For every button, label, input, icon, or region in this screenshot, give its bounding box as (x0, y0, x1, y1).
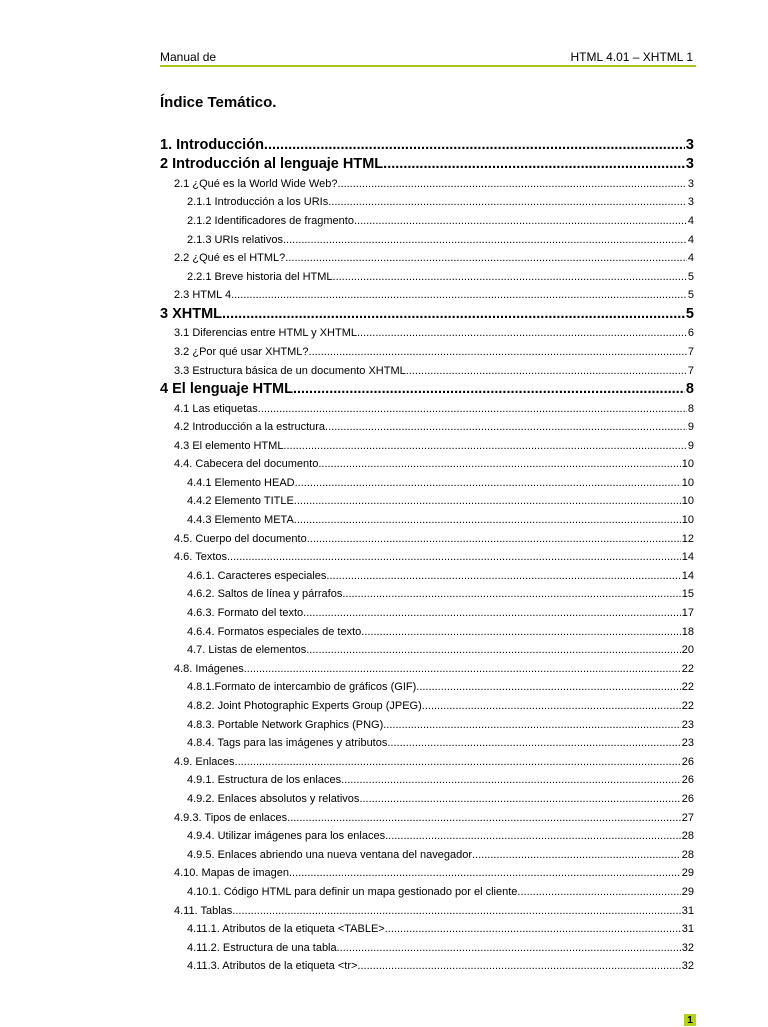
toc-leader-dots (289, 864, 681, 883)
toc-entry-label: 2.3 HTML 4 (174, 289, 232, 302)
toc-leader-dots (385, 827, 681, 846)
toc-entry-page: 9 (687, 439, 694, 452)
toc-entry-page: 22 (681, 700, 694, 712)
header-right-text: HTML 4.01 – XHTML 1 (570, 50, 693, 64)
toc-entry-page: 8 (685, 381, 694, 398)
toc-entry-page: 10 (681, 495, 694, 508)
toc-leader-dots (293, 380, 685, 399)
toc-entry-label: 4.9. Enlaces (174, 755, 235, 768)
toc-entry-page: 6 (687, 327, 694, 340)
toc-entry[interactable] (160, 530, 694, 549)
toc-leader-dots (357, 324, 687, 343)
toc-entry-label: 4.6.3. Formato del texto (187, 607, 304, 620)
toc-leader-dots (383, 716, 681, 735)
toc-entry-page: 10 (681, 476, 694, 489)
toc-entry-label: 3.2 ¿Por qué usar XHTML? (174, 345, 309, 358)
toc-entry-page: 32 (681, 960, 694, 973)
toc-entry-label: 4.9.4. Utilizar imágenes para los enlaces (187, 830, 386, 843)
toc-entry[interactable] (160, 268, 694, 287)
toc-entry-label: 4.8. Imágenes (174, 662, 244, 675)
toc-entry-label: 4.10. Mapas de imagen (174, 867, 289, 880)
toc-entry-page: 12 (681, 532, 694, 545)
toc-entry[interactable] (160, 193, 694, 212)
toc-entry-page: 26 (681, 755, 694, 768)
toc-entry-label: 4 El lenguaje HTML (160, 381, 293, 398)
toc-entry[interactable] (160, 809, 694, 828)
toc-entry-page: 26 (681, 774, 694, 787)
header-left-text: Manual de (160, 50, 217, 64)
toc-entry-page: 23 (681, 718, 694, 731)
toc-leader-dots (297, 492, 681, 511)
toc-leader-dots (357, 957, 680, 976)
toc-leader-dots (328, 193, 687, 212)
toc-entry-page: 22 (681, 662, 694, 675)
page-header (160, 50, 693, 65)
toc-entry[interactable] (160, 437, 694, 456)
toc-entry[interactable] (160, 305, 694, 324)
toc-entry-page: 23 (681, 737, 694, 750)
toc-entry-label: 2.1.2 Identificadores de fragmento (187, 214, 354, 227)
toc-entry[interactable] (160, 175, 694, 194)
toc-entry-page: 28 (681, 848, 694, 861)
toc-entry-page: 17 (681, 607, 694, 620)
toc-leader-dots (285, 249, 687, 268)
toc-entry-label: 4.9.3. Tipos de enlaces (174, 811, 288, 824)
toc-entry-page: 26 (681, 792, 694, 805)
toc-entry-page: 5 (687, 270, 694, 283)
header-divider (160, 65, 696, 67)
toc-entry[interactable] (160, 753, 694, 772)
toc-entry-label: 1. Introducción (160, 137, 264, 153)
toc-leader-dots (294, 511, 681, 530)
toc-entry[interactable] (160, 286, 694, 305)
toc-entry[interactable] (160, 492, 694, 511)
toc-entry-page: 20 (681, 644, 694, 657)
toc-leader-dots (517, 883, 680, 902)
toc-entry-page: 29 (681, 867, 694, 880)
toc-entry[interactable] (160, 716, 694, 735)
toc-leader-dots (295, 474, 681, 493)
toc-entry-page: 22 (681, 681, 694, 694)
toc-entry-page: 5 (687, 289, 694, 302)
toc-entry[interactable] (160, 883, 694, 902)
toc-entry-label: 4.11. Tablas (174, 904, 233, 917)
toc-leader-dots (232, 902, 680, 921)
toc-entry-page: 9 (687, 421, 694, 434)
toc-entry[interactable] (160, 343, 694, 362)
toc-entry-page: 3 (687, 177, 694, 190)
toc-entry[interactable] (160, 231, 694, 250)
toc-leader-dots (287, 437, 687, 456)
toc-entry-label: 4.1 Las etiquetas. (174, 402, 261, 415)
toc-entry-label: 4.11.1. Atributos de la etiqueta <TABLE> (187, 923, 385, 936)
toc-entry[interactable] (160, 380, 694, 399)
toc-entry[interactable] (160, 155, 694, 174)
toc-entry-page: 15 (681, 588, 694, 601)
toc-entry-label: 4.8.1.Formato de intercambio de gráficos (GIF) (187, 681, 417, 694)
toc-entry-label: 3 XHTML (160, 305, 223, 322)
toc-leader-dots (354, 212, 687, 231)
toc-entry-page: 18 (681, 625, 694, 638)
toc-leader-dots (409, 362, 687, 381)
toc-entry-page: 7 (687, 345, 694, 358)
toc-leader-dots (244, 660, 681, 679)
page-number: 1 (684, 1014, 696, 1026)
toc-entry-page: 3 (685, 137, 694, 153)
toc-leader-dots (306, 641, 681, 660)
toc-entry[interactable] (160, 827, 694, 846)
toc-leader-dots (227, 548, 681, 567)
toc-entry-page: 3 (687, 196, 694, 209)
table-of-contents (160, 136, 694, 976)
toc-entry-label: 4.11.2. Estructura de una tabla (187, 941, 337, 954)
toc-entry-label: 2.1.3 URIs relativos (187, 233, 283, 246)
toc-leader-dots (385, 920, 681, 939)
toc-entry-label: 4.8.3. Portable Network Graphics (PNG) (187, 718, 384, 731)
toc-leader-dots (283, 231, 687, 250)
toc-entry[interactable] (160, 548, 694, 567)
toc-leader-dots (333, 268, 687, 287)
toc-entry-label: 2.2 ¿Qué es el HTML? (174, 252, 286, 265)
toc-entry-page: 14 (681, 569, 694, 582)
toc-entry[interactable] (160, 585, 694, 604)
toc-entry[interactable] (160, 455, 694, 474)
toc-leader-dots (231, 286, 687, 305)
toc-leader-dots (383, 155, 685, 174)
toc-entry-page: 27 (681, 811, 694, 824)
toc-entry-label: 4.4. Cabecera del documento (174, 458, 319, 471)
toc-entry[interactable] (160, 604, 694, 623)
toc-entry-page: 7 (687, 364, 694, 377)
toc-entry[interactable] (160, 362, 694, 381)
toc-leader-dots (422, 697, 681, 716)
toc-entry-page: 3 (685, 156, 694, 173)
toc-entry-label: 4.9.5. Enlaces abriendo una nueva ventana del navegador (187, 848, 472, 861)
toc-entry[interactable] (160, 734, 694, 753)
toc-entry-label: 2 Introducción al lenguaje HTML (160, 156, 384, 173)
toc-entry-page: 5 (685, 305, 694, 322)
toc-entry[interactable] (160, 567, 694, 586)
toc-entry[interactable] (160, 697, 694, 716)
toc-entry[interactable] (160, 957, 694, 976)
toc-leader-dots (287, 809, 681, 828)
toc-entry-label: 2.1.1 Introducción a los URIs (187, 196, 329, 209)
toc-leader-dots (337, 175, 686, 194)
toc-entry-label: 4.4.1 Elemento HEAD (187, 476, 295, 489)
toc-leader-dots (342, 585, 680, 604)
toc-entry[interactable] (160, 136, 694, 155)
toc-entry-label: 4.7. Listas de elementos (187, 644, 307, 657)
toc-entry-label: 4.5. Cuerpo del documento (174, 532, 307, 545)
toc-entry[interactable] (160, 902, 694, 921)
toc-entry[interactable] (160, 660, 694, 679)
toc-entry-label: 4.4.2 Elemento TITLE. (187, 495, 297, 508)
toc-entry[interactable] (160, 623, 694, 642)
toc-entry[interactable] (160, 212, 694, 231)
toc-entry-label: 3.3 Estructura básica de un documento XHTML. (174, 364, 409, 377)
toc-entry[interactable] (160, 474, 694, 493)
toc-leader-dots (387, 734, 680, 753)
toc-entry-page: 10 (681, 458, 694, 471)
toc-entry-label: 4.6. Textos (174, 551, 227, 564)
toc-entry-label: 3.1 Diferencias entre HTML y XHTML (174, 327, 357, 340)
toc-entry-label: 4.9.2. Enlaces absolutos y relativos (187, 792, 360, 805)
toc-leader-dots (359, 790, 680, 809)
toc-entry-label: 4.6.2. Saltos de línea y párrafos (187, 588, 343, 601)
toc-entry-label: 4.6.1. Caracteres especiales (187, 569, 327, 582)
toc-entry[interactable] (160, 790, 694, 809)
toc-entry-label: 4.4.3 Elemento META (187, 514, 294, 527)
toc-entry-page: 4 (687, 252, 694, 265)
toc-entry[interactable] (160, 418, 694, 437)
toc-entry-page: 4 (687, 214, 694, 227)
toc-leader-dots (318, 455, 680, 474)
toc-entry[interactable] (160, 920, 694, 939)
toc-leader-dots (337, 939, 681, 958)
toc-entry-page: 32 (681, 941, 694, 954)
toc-entry[interactable] (160, 864, 694, 883)
toc-leader-dots (328, 418, 687, 437)
toc-entry[interactable] (160, 324, 694, 343)
toc-leader-dots (309, 343, 687, 362)
toc-entry-label: 4.6.4. Formatos especiales de texto (187, 625, 362, 638)
toc-entry-label: 4.10.1. Código HTML para definir un mapa gestionado por el cliente (187, 885, 518, 898)
toc-leader-dots (326, 567, 680, 586)
toc-entry[interactable] (160, 400, 694, 419)
toc-leader-dots (222, 305, 685, 324)
toc-entry-page: 31 (681, 923, 694, 936)
toc-entry-page: 14 (681, 551, 694, 564)
toc-entry[interactable] (160, 641, 694, 660)
toc-entry-label: 4.3 El elemento HTML. (174, 439, 287, 452)
toc-leader-dots (264, 136, 685, 155)
toc-entry-label: 4.9.1. Estructura de los enlaces (187, 774, 342, 787)
toc-entry-page: 31 (681, 904, 694, 917)
toc-leader-dots (416, 678, 680, 697)
toc-entry[interactable] (160, 846, 694, 865)
toc-entry-label: 2.2.1 Breve historia del HTML (187, 270, 333, 283)
toc-entry-label: 2.1 ¿Qué es la World Wide Web? (174, 177, 338, 190)
toc-leader-dots (307, 530, 681, 549)
toc-entry[interactable] (160, 771, 694, 790)
toc-entry[interactable] (160, 511, 694, 530)
toc-leader-dots (472, 846, 681, 865)
toc-entry[interactable] (160, 939, 694, 958)
toc-leader-dots (235, 753, 681, 772)
toc-entry-label: 4.11.3. Atributos de la etiqueta <tr> (187, 960, 358, 973)
toc-entry-label: 4.8.2. Joint Photographic Experts Group (JPEG) (187, 700, 422, 712)
toc-entry-page: 28 (681, 830, 694, 843)
toc-entry-label: 4.8.4. Tags para las imágenes y atributos (187, 737, 388, 750)
toc-entry[interactable] (160, 678, 694, 697)
toc-title: Índice Temático. (160, 94, 277, 111)
toc-entry-page: 4 (687, 233, 694, 246)
toc-leader-dots (303, 604, 681, 623)
toc-entry-page: 8 (687, 402, 694, 415)
toc-leader-dots (261, 400, 687, 419)
toc-entry-label: 4.2 Introducción a la estructura. (174, 421, 329, 434)
toc-entry-page: 10 (681, 514, 694, 527)
toc-entry[interactable] (160, 249, 694, 268)
toc-leader-dots (341, 771, 681, 790)
toc-leader-dots (361, 623, 680, 642)
toc-entry-page: 29 (681, 885, 694, 898)
